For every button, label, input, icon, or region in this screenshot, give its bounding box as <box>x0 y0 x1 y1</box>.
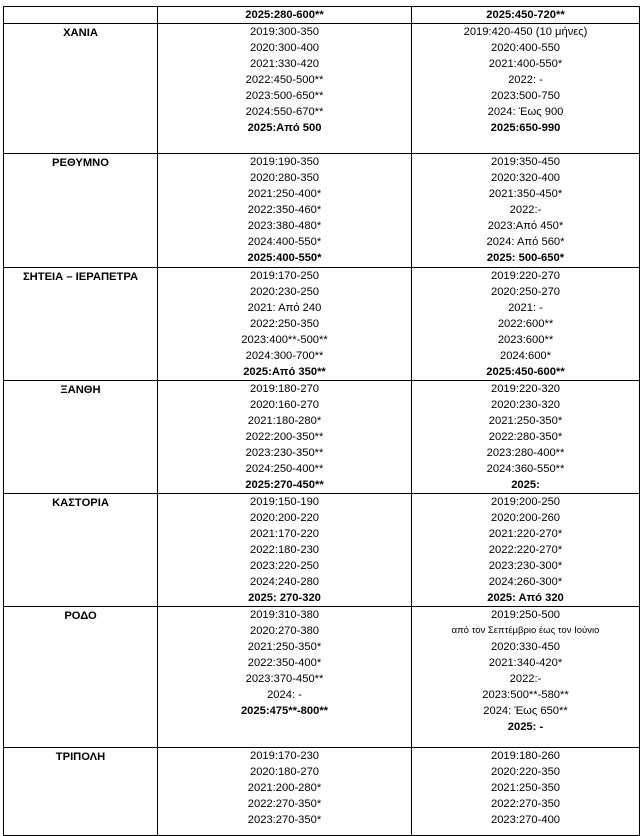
year-price-line: 2020:400-550 <box>490 42 561 54</box>
year-price-line: 2020:320-400 <box>490 172 561 184</box>
rent-table-body <box>4 7 640 836</box>
year-price-line: 2022:270-350 <box>490 798 561 810</box>
price-range-cell-b <box>412 268 640 381</box>
year-price-line: 2022:270-350* <box>247 798 322 810</box>
year-price-line: 2024:600* <box>499 350 552 362</box>
year-price-line: 2019:250-500 <box>490 609 561 621</box>
city-cell <box>4 7 158 24</box>
table-row <box>4 494 640 607</box>
year-price-line: 2019:420-450 (10 μήνες) <box>463 26 588 38</box>
year-price-line: 2022:350-460* <box>247 204 322 216</box>
table-row <box>4 268 640 381</box>
year-price-line: 2021:220-270* <box>488 528 563 540</box>
year-price-line: 2021:250-350* <box>247 641 322 653</box>
city-cell: ΡΕΘΥΜΝΟ <box>4 154 158 268</box>
year-price-line: 2025:280-600** <box>245 9 324 21</box>
year-price-line: 2025:450-720** <box>486 9 565 21</box>
year-price-line: 2023:230-300* <box>488 560 563 572</box>
year-price-line: 2024:400-550* <box>247 236 322 248</box>
year-price-line: 2025: 270-320 <box>248 592 321 604</box>
year-price-line: 2020:280-350 <box>249 172 320 184</box>
year-price-line: 2025:Από 350** <box>243 366 326 378</box>
year-price-line: 2024:240-280 <box>249 576 320 588</box>
price-range-cell-b <box>412 381 640 494</box>
year-price-line: 2024: Έως 900 <box>487 106 564 118</box>
year-price-line: 2021:250-350* <box>488 415 563 427</box>
year-price-line: 2024:250-400** <box>245 463 324 475</box>
note-line: από τον Σεπτέμβριο έως τον Ιούνιο <box>451 625 600 636</box>
year-price-line: 2025: - <box>507 721 544 733</box>
year-price-line: 2019:150-190 <box>249 496 320 508</box>
city-cell: ΡΟΔΟ <box>4 607 158 748</box>
year-price-line: 2020:230-250 <box>249 286 320 298</box>
year-price-line: 2021:350-450* <box>488 188 563 200</box>
year-price-line: 2025:475**-800** <box>240 705 329 717</box>
year-price-line: 2019:190-350 <box>249 156 320 168</box>
year-price-line: 2019:220-320 <box>490 383 561 395</box>
year-price-line: 2023:370-450** <box>245 673 324 685</box>
price-range-cell-a <box>158 154 412 268</box>
price-range-cell-b <box>412 607 640 748</box>
city-cell: ΣΗΤΕΙΑ – ΙΕΡΑΠΕΤΡΑ <box>4 268 158 381</box>
price-range-cell-a <box>158 268 412 381</box>
year-price-line: 2025:400-550* <box>247 252 322 264</box>
table-row <box>4 154 640 268</box>
year-price-line: 2022: - <box>508 74 543 86</box>
year-price-line: 2023:380-480* <box>247 220 322 232</box>
year-price-line: 2021:340-420* <box>488 657 563 669</box>
year-price-line: 2023:220-250 <box>249 560 320 572</box>
price-range-cell-a <box>158 7 412 24</box>
city-cell: ΤΡΙΠΟΛΗ <box>4 748 158 836</box>
year-price-line: 2020:250-270 <box>490 286 561 298</box>
year-price-line: 2025:Από 500 <box>247 122 322 134</box>
year-price-line: 2020:200-220 <box>249 512 320 524</box>
year-price-line: 2022:200-350** <box>245 431 324 443</box>
price-range-cell-a <box>158 381 412 494</box>
year-price-line: 2020:270-380 <box>249 625 320 637</box>
year-price-line: 2021:180-280* <box>247 415 322 427</box>
year-price-line: 2022:250-350 <box>249 318 320 330</box>
year-price-line: 2023:600** <box>497 334 554 346</box>
price-range-cell-b <box>412 494 640 607</box>
year-price-line: 2024: Από 560* <box>486 236 565 248</box>
price-range-cell-a <box>158 24 412 154</box>
year-price-line: 2022:180-230 <box>249 544 320 556</box>
year-price-line: 2019:310-380 <box>249 609 320 621</box>
year-price-line: 2021:170-220 <box>249 528 320 540</box>
year-price-line: 2022:450-500** <box>245 74 324 86</box>
year-price-line: 2024:300-700** <box>245 350 324 362</box>
city-cell: ΞΑΝΘΗ <box>4 381 158 494</box>
price-range-cell-a <box>158 494 412 607</box>
year-price-line: 2025: <box>511 479 540 491</box>
year-price-line: 2019:350-450 <box>490 156 561 168</box>
year-price-line: 2023:270-400 <box>490 814 561 826</box>
year-price-line: 2019:170-230 <box>249 750 320 762</box>
year-price-line: 2020:230-320 <box>490 399 561 411</box>
year-price-line: 2023:280-400** <box>486 447 565 459</box>
year-price-line: 2022:350-400* <box>247 657 322 669</box>
table-row <box>4 24 640 154</box>
price-range-cell-b <box>412 7 640 24</box>
year-price-line: 2021:200-280* <box>247 782 322 794</box>
year-price-line: 2022:- <box>509 204 542 216</box>
year-price-line: 2019:180-260 <box>490 750 561 762</box>
price-range-cell-b <box>412 154 640 268</box>
year-price-line: 2024: - <box>267 689 302 701</box>
year-price-line: 2019:180-270 <box>249 383 320 395</box>
year-price-line: 2021: Από 240 <box>247 302 322 314</box>
year-price-line: 2020:330-450 <box>490 641 561 653</box>
year-price-line: 2023:Από 450* <box>487 220 564 232</box>
table-row <box>4 381 640 494</box>
year-price-line: 2021: - <box>508 302 543 314</box>
year-price-line: 2022:280-350* <box>488 431 563 443</box>
year-price-line: 2025:450-600** <box>486 366 565 378</box>
year-price-line: 2023:500-750 <box>490 90 561 102</box>
year-price-line: 2020:200-260 <box>490 512 561 524</box>
year-price-line: 2020:300-400 <box>249 42 320 54</box>
table-row <box>4 7 640 24</box>
year-price-line: 2020:220-350 <box>490 766 561 778</box>
year-price-line: 2024: Έως 650** <box>483 705 568 717</box>
price-range-cell-a <box>158 607 412 748</box>
price-range-cell-a <box>158 748 412 836</box>
year-price-line: 2021:250-350 <box>490 782 561 794</box>
table-row <box>4 748 640 836</box>
city-cell: ΧΑΝΙΑ <box>4 24 158 154</box>
table-row <box>4 607 640 748</box>
year-price-line: 2024:360-550** <box>486 463 565 475</box>
rent-table <box>3 6 640 836</box>
year-price-line: 2020:160-270 <box>249 399 320 411</box>
price-range-cell-b <box>412 24 640 154</box>
year-price-line: 2023:500**-580** <box>482 689 569 701</box>
year-price-line: 2024:550-670** <box>245 106 324 118</box>
year-price-line: 2023:500-650** <box>245 90 324 102</box>
year-price-line: 2019:170-250 <box>249 270 320 282</box>
year-price-line: 2021:400-550* <box>488 58 563 70</box>
year-price-line: 2023:400**-500** <box>241 334 328 346</box>
year-price-line: 2025:650-990 <box>490 122 561 134</box>
year-price-line: 2025: Από 320 <box>487 592 564 604</box>
year-price-line: 2023:270-350* <box>247 814 322 826</box>
year-price-line: 2019:200-250 <box>490 496 561 508</box>
year-price-line: 2025:270-450** <box>245 479 324 491</box>
year-price-line: 2019:220-270 <box>490 270 561 282</box>
year-price-line: 2019:300-350 <box>249 26 320 38</box>
year-price-line: 2020:180-270 <box>249 766 320 778</box>
year-price-line: 2021:250-400* <box>247 188 322 200</box>
year-price-line: 2023:230-350** <box>245 447 324 459</box>
year-price-line: 2025: 500-650* <box>486 252 565 264</box>
price-range-cell-b <box>412 748 640 836</box>
year-price-line: 2024:260-300* <box>488 576 563 588</box>
year-price-line: 2021:330-420 <box>249 58 320 70</box>
city-cell: ΚΑΣΤΟΡΙΑ <box>4 494 158 607</box>
year-price-line: 2022:220-270* <box>488 544 563 556</box>
year-price-line: 2022:- <box>509 673 542 685</box>
year-price-line: 2022:600** <box>497 318 554 330</box>
